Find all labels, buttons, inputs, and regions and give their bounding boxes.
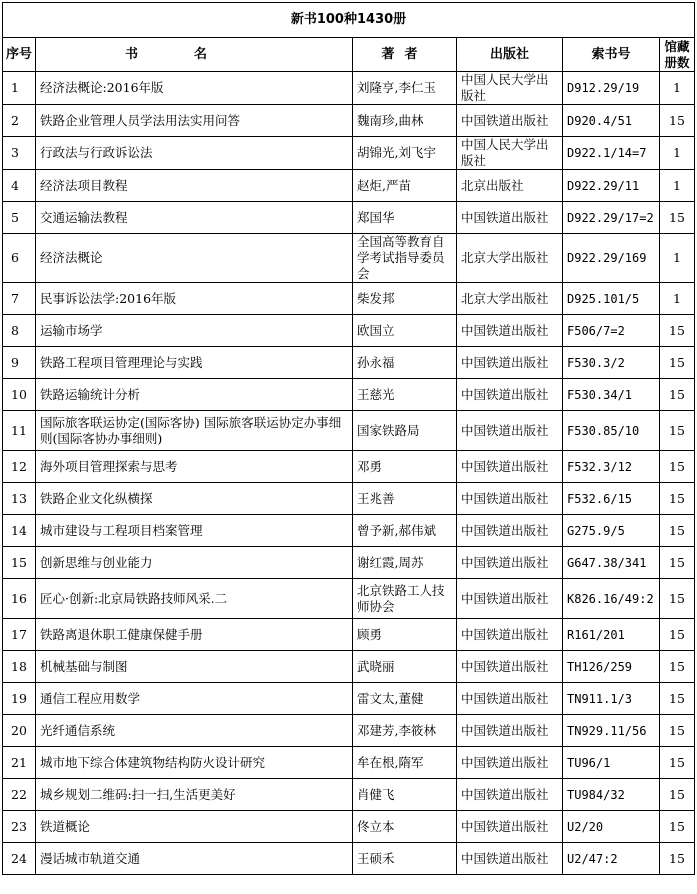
row-seq: 23 [3,811,36,843]
row-publisher: 中国铁道出版社 [457,379,563,411]
row-callno: G275.9/5 [563,515,660,547]
row-title: 经济法项目教程 [36,170,353,202]
row-copies: 15 [660,315,695,347]
row-publisher: 中国铁道出版社 [457,715,563,747]
row-author: 孙永福 [353,347,457,379]
row-title: 经济法概论 [36,234,353,283]
table-row [3,619,695,651]
row-seq: 2 [3,105,36,137]
row-callno: TU96/1 [563,747,660,779]
row-publisher: 中国铁道出版社 [457,315,563,347]
row-title: 铁路企业文化纵横探 [36,483,353,515]
row-author: 魏南珍,曲林 [353,105,457,137]
header-seq: 序号 [3,38,36,72]
row-title: 国际旅客联运协定(国际客协) 国际旅客联运协定办事细则(国际客协办事细则) [36,411,353,451]
header-row [3,38,695,72]
row-callno: TH126/259 [563,651,660,683]
row-callno: D912.29/19 [563,72,660,105]
table-row [3,747,695,779]
row-author: 邓勇 [353,451,457,483]
row-seq: 1 [3,72,36,105]
row-copies: 15 [660,202,695,234]
row-publisher: 中国铁道出版社 [457,347,563,379]
row-title: 漫话城市轨道交通 [36,843,353,875]
header-callno: 索书号 [563,38,660,72]
row-title: 创新思维与创业能力 [36,547,353,579]
row-copies: 15 [660,347,695,379]
row-publisher: 中国铁道出版社 [457,579,563,619]
row-callno: F530.85/10 [563,411,660,451]
row-copies: 15 [660,779,695,811]
table-row [3,315,695,347]
row-copies: 1 [660,137,695,170]
row-copies: 15 [660,515,695,547]
row-seq: 7 [3,283,36,315]
row-title: 匠心·创新:北京局铁路技师风采.二 [36,579,353,619]
table-row [3,811,695,843]
row-publisher: 中国铁道出版社 [457,683,563,715]
row-copies: 15 [660,715,695,747]
row-seq: 15 [3,547,36,579]
row-title: 铁路离退休职工健康保健手册 [36,619,353,651]
row-title: 运输市场学 [36,315,353,347]
row-publisher: 北京出版社 [457,170,563,202]
table-row [3,683,695,715]
row-seq: 14 [3,515,36,547]
row-copies: 15 [660,811,695,843]
row-author: 胡锦光,刘飞宇 [353,137,457,170]
table-row [3,379,695,411]
row-seq: 6 [3,234,36,283]
row-copies: 15 [660,379,695,411]
row-copies: 15 [660,747,695,779]
table-row [3,483,695,515]
row-title: 铁路工程项目管理理论与实践 [36,347,353,379]
header-title: 书名 [36,38,353,72]
row-copies: 15 [660,451,695,483]
row-copies: 15 [660,651,695,683]
row-author: 刘隆亨,李仁玉 [353,72,457,105]
row-publisher: 中国铁道出版社 [457,843,563,875]
table-row [3,547,695,579]
row-callno: K826.16/49:2 [563,579,660,619]
row-seq: 12 [3,451,36,483]
row-copies: 15 [660,619,695,651]
table-row [3,283,695,315]
row-title: 城市建设与工程项目档案管理 [36,515,353,547]
row-author: 国家铁路局 [353,411,457,451]
row-author: 曾予新,郝伟斌 [353,515,457,547]
row-seq: 10 [3,379,36,411]
row-seq: 22 [3,779,36,811]
row-callno: F530.34/1 [563,379,660,411]
table-row [3,137,695,170]
header-author: 著者 [353,38,457,72]
row-callno: F532.3/12 [563,451,660,483]
table-body [3,72,695,875]
table-title: 新书100种1430册 [3,3,695,38]
row-callno: U2/20 [563,811,660,843]
row-author: 王硕禾 [353,843,457,875]
row-author: 赵炬,严苗 [353,170,457,202]
row-title: 交通运输法教程 [36,202,353,234]
row-seq: 18 [3,651,36,683]
table-row [3,170,695,202]
row-publisher: 中国铁道出版社 [457,451,563,483]
row-author: 王兆善 [353,483,457,515]
row-callno: TN911.1/3 [563,683,660,715]
row-seq: 11 [3,411,36,451]
row-title: 机械基础与制图 [36,651,353,683]
row-author: 顾勇 [353,619,457,651]
row-callno: D922.29/11 [563,170,660,202]
row-author: 谢红霞,周苏 [353,547,457,579]
table-row [3,411,695,451]
row-callno: D922.29/169 [563,234,660,283]
row-callno: R161/201 [563,619,660,651]
table-row [3,843,695,875]
row-publisher: 北京大学出版社 [457,283,563,315]
row-callno: D925.101/5 [563,283,660,315]
row-callno: D920.4/51 [563,105,660,137]
row-callno: F530.3/2 [563,347,660,379]
row-publisher: 中国人民大学出版社 [457,72,563,105]
row-publisher: 中国铁道出版社 [457,515,563,547]
row-callno: F532.6/15 [563,483,660,515]
row-copies: 15 [660,411,695,451]
row-seq: 19 [3,683,36,715]
row-seq: 8 [3,315,36,347]
row-seq: 9 [3,347,36,379]
row-publisher: 中国铁道出版社 [457,747,563,779]
table-row [3,72,695,105]
table-row [3,105,695,137]
row-copies: 1 [660,283,695,315]
table-row [3,347,695,379]
row-copies: 15 [660,683,695,715]
row-title: 铁道概论 [36,811,353,843]
row-copies: 15 [660,105,695,137]
row-copies: 15 [660,843,695,875]
row-publisher: 中国铁道出版社 [457,779,563,811]
book-list-table [2,2,695,875]
row-seq: 17 [3,619,36,651]
row-seq: 20 [3,715,36,747]
row-publisher: 中国铁道出版社 [457,105,563,137]
row-seq: 13 [3,483,36,515]
table-row [3,651,695,683]
table-row [3,779,695,811]
row-seq: 3 [3,137,36,170]
row-copies: 1 [660,170,695,202]
row-author: 牟在根,隋军 [353,747,457,779]
row-author: 武晓丽 [353,651,457,683]
table-row [3,579,695,619]
row-title: 海外项目管理探索与思考 [36,451,353,483]
row-seq: 4 [3,170,36,202]
row-copies: 1 [660,72,695,105]
row-callno: D922.29/17=2 [563,202,660,234]
row-copies: 1 [660,234,695,283]
row-author: 雷文太,董健 [353,683,457,715]
row-publisher: 中国铁道出版社 [457,547,563,579]
row-seq: 24 [3,843,36,875]
table-row [3,451,695,483]
row-publisher: 中国铁道出版社 [457,411,563,451]
row-callno: U2/47:2 [563,843,660,875]
row-title: 民事诉讼法学:2016年版 [36,283,353,315]
row-title: 通信工程应用数学 [36,683,353,715]
row-callno: TU984/32 [563,779,660,811]
row-publisher: 中国铁道出版社 [457,202,563,234]
row-seq: 5 [3,202,36,234]
row-publisher: 中国人民大学出版社 [457,137,563,170]
row-title: 行政法与行政诉讼法 [36,137,353,170]
row-publisher: 中国铁道出版社 [457,651,563,683]
row-author: 欧国立 [353,315,457,347]
row-author: 柴发邦 [353,283,457,315]
row-title: 铁路企业管理人员学法用法实用问答 [36,105,353,137]
row-callno: D922.1/14=7 [563,137,660,170]
row-author: 肖健飞 [353,779,457,811]
row-callno: F506/7=2 [563,315,660,347]
header-copies: 馆藏册数 [660,38,695,72]
row-publisher: 中国铁道出版社 [457,811,563,843]
row-title: 铁路运输统计分析 [36,379,353,411]
row-author: 佟立本 [353,811,457,843]
table-row [3,715,695,747]
row-title: 城乡规划二维码:扫一扫,生活更美好 [36,779,353,811]
row-title: 经济法概论:2016年版 [36,72,353,105]
row-author: 北京铁路工人技师协会 [353,579,457,619]
row-copies: 15 [660,483,695,515]
row-title: 城市地下综合体建筑物结构防火设计研究 [36,747,353,779]
header-publisher: 出版社 [457,38,563,72]
table-row [3,234,695,283]
row-author: 郑国华 [353,202,457,234]
row-publisher: 北京大学出版社 [457,234,563,283]
row-callno: TN929.11/56 [563,715,660,747]
row-copies: 15 [660,547,695,579]
row-copies: 15 [660,579,695,619]
table-row [3,515,695,547]
row-callno: G647.38/341 [563,547,660,579]
row-author: 全国高等教育自学考试指导委员会 [353,234,457,283]
row-publisher: 中国铁道出版社 [457,619,563,651]
row-author: 邓建芳,李筱林 [353,715,457,747]
row-author: 王慈光 [353,379,457,411]
row-seq: 21 [3,747,36,779]
table-row [3,202,695,234]
row-publisher: 中国铁道出版社 [457,483,563,515]
row-title: 光纤通信系统 [36,715,353,747]
row-seq: 16 [3,579,36,619]
